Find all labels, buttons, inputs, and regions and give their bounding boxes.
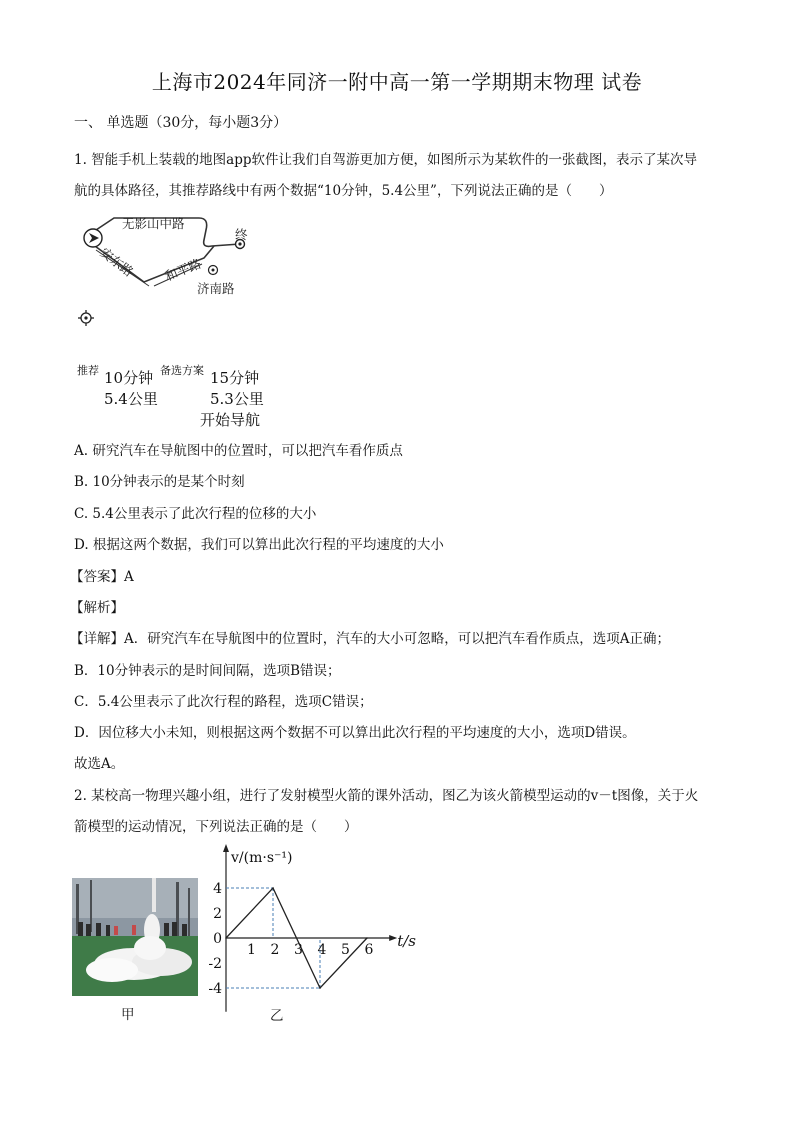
start-navigation-button: 开始导航 bbox=[200, 411, 261, 429]
q1-detail-b: B．10分钟表示的是时间间隔，选项B错误； bbox=[74, 663, 341, 679]
road-label-jinan: 济南路 bbox=[197, 281, 235, 296]
data-point-0 bbox=[225, 937, 227, 939]
end-label: 终 bbox=[235, 227, 248, 242]
q1-detail-d: D．因位移大小未知，则根据这两个数据不可以算出此次行程的平均速度的大小，选项D错误。 bbox=[74, 725, 636, 741]
y-tick-label-4: 4 bbox=[213, 881, 222, 897]
q1-stem-line2: 航的具体路径，其推荐路线中有两个数据“10分钟，5.4公里”，下列说法正确的是（ ） bbox=[74, 183, 613, 199]
x-tick-label-6: 6 bbox=[364, 942, 374, 958]
page-title: 上海市2024年同济一附中高一第一学期期末物理 试卷 bbox=[151, 70, 643, 94]
x-tick-label-3: 3 bbox=[294, 942, 303, 958]
x-axis-arrow bbox=[389, 935, 397, 941]
road-label-heping: 和平路 bbox=[162, 255, 204, 284]
x-tick-label-5: 5 bbox=[341, 942, 350, 958]
q1-option-b: B. 10分钟表示的是某个时刻 bbox=[74, 474, 245, 490]
rocket-launch-photo bbox=[72, 878, 198, 996]
y-tick-label--4: -4 bbox=[208, 981, 222, 997]
photo-caption: 甲 bbox=[121, 1007, 135, 1023]
recommend-distance: 5.4公里 bbox=[104, 390, 158, 408]
alt-plan-tag: 备选方案 bbox=[160, 364, 204, 377]
x-tick-label-2: 2 bbox=[270, 942, 280, 958]
data-point-1 bbox=[272, 887, 274, 889]
q2-stem-line2: 箭模型的运动情况，下列说法正确的是（ ） bbox=[74, 819, 358, 835]
data-point-2 bbox=[319, 987, 321, 989]
q1-detail-c: C．5.4公里表示了此次行程的路程，选项C错误； bbox=[74, 694, 373, 710]
recommend-time: 10分钟 bbox=[104, 369, 154, 387]
y-tick-label-0: 0 bbox=[213, 931, 222, 947]
q1-answer: 【答案】A bbox=[70, 569, 134, 585]
road-label-andong: 安东路 bbox=[97, 244, 137, 280]
x-tick-label-4: 4 bbox=[317, 942, 327, 958]
alt-distance: 5.3公里 bbox=[210, 390, 264, 408]
y-tick-label--2: -2 bbox=[208, 956, 222, 972]
y-axis-arrow bbox=[223, 844, 229, 852]
q1-detail-a: 【详解】A．研究汽车在导航图中的位置时，汽车的大小可忽略，可以把汽车看作质点，选项A正确； bbox=[70, 631, 670, 647]
graph-caption: 乙 bbox=[270, 1008, 284, 1024]
q1-option-c: C. 5.4公里表示了此次行程的位移的大小 bbox=[74, 506, 317, 522]
q2-stem-line1: 2. 某校高一物理兴趣小组，进行了发射模型火箭的课外活动，图乙为该火箭模型运动的v－t图像，关于火 bbox=[74, 788, 699, 804]
q1-conclusion: 故选A。 bbox=[74, 756, 125, 772]
y-tick-label-2: 2 bbox=[213, 906, 222, 922]
q1-analysis: 【解析】 bbox=[70, 600, 124, 616]
section-heading: 一、 单选题（30分，每小题3分） bbox=[74, 115, 288, 131]
q1-option-d: D. 根据这两个数据，我们可以算出此次行程的平均速度的大小 bbox=[74, 537, 444, 553]
vt-graph bbox=[205, 840, 425, 1015]
locate-icon bbox=[78, 310, 94, 326]
recommend-tag: 推荐 bbox=[77, 364, 99, 377]
q1-stem-line1: 1. 智能手机上装载的地图app软件让我们自驾游更加方便，如图所示为某软件的一张截图，表示了某次导 bbox=[74, 152, 698, 168]
q1-option-a: A. 研究汽车在导航图中的位置时，可以把汽车看作质点 bbox=[74, 443, 403, 459]
y-axis-label: v/(m·s⁻¹) bbox=[231, 850, 293, 866]
data-point-3 bbox=[366, 937, 368, 939]
x-tick-label-1: 1 bbox=[247, 942, 256, 958]
road-label-wuying: 无影山中路 bbox=[122, 216, 185, 231]
alt-time: 15分钟 bbox=[210, 369, 260, 387]
x-axis-label: t/s bbox=[397, 932, 416, 950]
